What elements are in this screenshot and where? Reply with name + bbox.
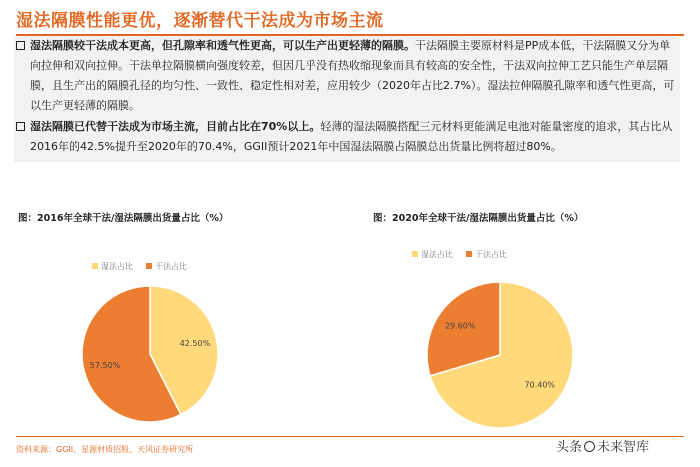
legend-label-1: 干法占比	[155, 262, 187, 271]
pie-chart-2016	[80, 250, 240, 425]
pie-chart-2020	[400, 244, 570, 430]
bullet-body: 轻薄的湿法隔膜搭配三元材料更能满足电池对能量密度的追求，其占比从2016年的42.5%提升至2020年的70.4%，GGII预计2021年中国湿法隔膜占隔膜总出货量比例将超过80%。	[30, 120, 673, 153]
slice-label-0: 70.40%	[524, 380, 556, 390]
wechat-logo-icon	[584, 441, 595, 452]
chart-title-2020: 图：2020年全球干法/湿法隔膜出货量占比（%）	[373, 213, 584, 224]
legend-label-0: 湿法占比	[421, 250, 453, 259]
bullet-body: 干法隔膜主要原材料是PP成本低，干法隔膜又分为单向拉伸和双向拉伸。干法单拉隔膜横向强度较差，但因几乎没有热收缩现象而具有较高的安全性，干法双向拉伸工艺只能生产单层隔膜，且生产出的隔膜孔径的均匀性、一致性、稳定性相对差，应用较少（2020年占比2.7%）。湿法拉伸隔膜孔隙率和透气性更高，可以生产更轻薄的隔膜。	[30, 39, 675, 112]
legend-swatch-0	[412, 251, 418, 257]
checkbox-square-icon	[16, 41, 25, 50]
bullet-panel	[14, 36, 680, 162]
legend-swatch-1	[146, 263, 152, 269]
bullet-item	[30, 36, 680, 116]
slice-label-1: 57.50%	[89, 360, 121, 370]
page-title: 湿法隔膜性能更优，逐渐替代干法成为市场主流	[16, 11, 384, 31]
watermark-prefix: 头条	[556, 440, 583, 455]
slice-label-0: 42.50%	[179, 339, 211, 349]
legend-swatch-1	[466, 251, 472, 257]
bullet-heading: 湿法隔膜较干法成本更高，但孔隙率和透气性更高，可以生产出更轻薄的隔膜。	[30, 39, 415, 52]
bullet-heading: 湿法隔膜已代替干法成为市场主流，目前占比在70%以上。	[30, 120, 321, 133]
watermark-suffix: 未来智库	[597, 440, 650, 455]
chart-title-2016: 图：2016年全球干法/湿法隔膜出货量占比（%）	[18, 213, 229, 224]
legend-label-1: 干法占比	[475, 250, 507, 259]
bullet-item	[30, 117, 680, 157]
legend-label-0: 湿法占比	[101, 262, 133, 271]
legend-swatch-0	[92, 263, 98, 269]
watermark	[556, 436, 649, 455]
source-note: 资料来源：GGII、星源材质招股、天风证券研究所	[16, 445, 194, 454]
checkbox-square-icon	[16, 122, 25, 131]
slice-label-1: 29.60%	[444, 321, 476, 331]
